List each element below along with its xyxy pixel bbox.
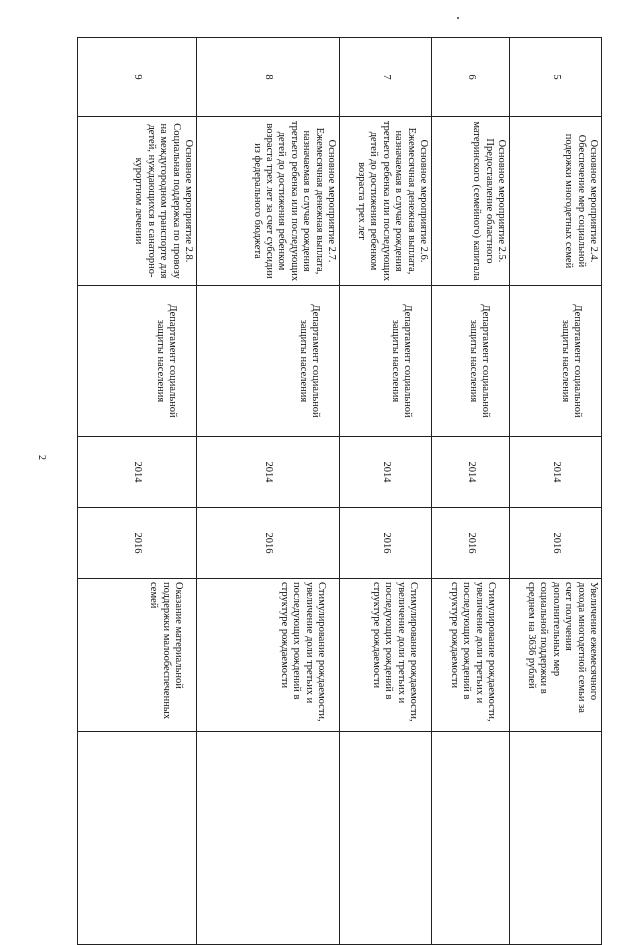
expected-result-text: Оказание материальной поддержки малообеспеченных семей	[148, 582, 184, 720]
start-year-cell	[340, 437, 432, 508]
start-year-cell	[432, 437, 510, 508]
end-year-text: 2016	[465, 532, 477, 554]
empty-cell	[432, 732, 510, 945]
expected-result-text: Стимулирование рождаемости, увеличение доли третьих и последующих рождений в структуре рождаемости	[370, 582, 419, 722]
end-year-cell	[78, 508, 197, 579]
measure-title-cell	[510, 117, 602, 286]
row-number-cell	[197, 38, 340, 117]
end-year-cell	[432, 508, 510, 579]
end-year-cell	[197, 508, 340, 579]
row-number-cell	[340, 38, 432, 117]
empty-cell	[197, 732, 340, 945]
table-row	[78, 38, 197, 945]
measure-title-text: Основное мероприятие 2.6. Ежемесячная денежная выплата, назначаемая в случае рождения третьего ребенка или последующих детей до достижения ребенком возраста трех лет	[356, 120, 429, 282]
row-number-text: 6	[465, 74, 477, 80]
expected-result-cell	[197, 579, 340, 732]
measure-title-text: Основное мероприятие 2.5. Предоставление областного материнского (семейного) капитала	[471, 121, 507, 281]
expected-result-text: Стимулирование рождаемости, увеличение доли третьих и последующих рождений в структуре рождаемости	[448, 582, 497, 722]
start-year-text: 2014	[380, 461, 392, 483]
end-year-text: 2016	[550, 532, 562, 554]
measure-title-cell	[432, 117, 510, 286]
executor-cell	[510, 286, 602, 437]
start-year-cell	[78, 437, 197, 508]
rotated-table-wrapper	[78, 37, 602, 895]
table-body	[78, 38, 602, 945]
expected-result-cell	[340, 579, 432, 732]
executor-cell	[197, 286, 340, 437]
measures-table	[77, 37, 602, 945]
start-year-text: 2014	[550, 461, 562, 483]
start-year-cell	[510, 437, 602, 508]
scan-speck	[457, 17, 459, 19]
end-year-text: 2016	[263, 532, 275, 554]
row-number-text: 8	[263, 74, 275, 80]
executor-cell	[432, 286, 510, 437]
measure-title-text: Основное мероприятие 2.4. Обеспечение мер социальной подержки многодетных семей	[563, 133, 599, 269]
executor-text: Департамент социальной защиты населения	[559, 304, 583, 418]
executor-cell	[78, 286, 197, 437]
expected-result-cell	[432, 579, 510, 732]
start-year-text: 2014	[465, 461, 477, 483]
measure-title-cell	[197, 117, 340, 286]
start-year-text: 2014	[263, 461, 275, 483]
executor-text: Департамент социальной защиты населения	[154, 304, 178, 418]
executor-text: Департамент социальной защиты населения	[467, 304, 491, 418]
end-year-cell	[510, 508, 602, 579]
row-number-text: 5	[550, 74, 562, 80]
measure-title-text: Основное мероприятие 2.7. Ежемесячная денежная выплата, назначаемая в случае рождения третьего ребенка или последующих детей до достижения ребенком возраста трех лет за счет субсидии из федерального бюджета	[251, 120, 337, 282]
end-year-cell	[340, 508, 432, 579]
measure-title-cell	[340, 117, 432, 286]
empty-cell	[340, 732, 432, 945]
row-number-cell	[510, 38, 602, 117]
executor-cell	[340, 286, 432, 437]
empty-cell	[78, 732, 197, 945]
row-number-cell	[432, 38, 510, 117]
table-row	[432, 38, 510, 945]
row-number-text: 7	[380, 74, 392, 80]
expected-result-text: Увеличение ежемесячного дохода многодетной семьи за счет получения дополнительных мер социальной поддержки в среднем на 3636 рублей	[526, 582, 599, 713]
table-row	[340, 38, 432, 945]
empty-cell	[510, 732, 602, 945]
end-year-text: 2016	[380, 532, 392, 554]
expected-result-cell	[78, 579, 197, 732]
executor-text: Департамент социальной защиты населения	[297, 304, 321, 418]
measure-title-cell	[78, 117, 197, 286]
start-year-text: 2014	[132, 461, 144, 483]
page-number: 2	[36, 455, 47, 460]
end-year-text: 2016	[132, 532, 144, 554]
expected-result-cell	[510, 579, 602, 732]
row-number-text: 9	[132, 74, 144, 80]
start-year-cell	[197, 437, 340, 508]
row-number-cell	[78, 38, 197, 117]
table-row	[510, 38, 602, 945]
expected-result-text: Стимулирование рождаемости, увеличение доли третьих и последующих рождений в структуре рождаемости	[278, 582, 327, 722]
measure-title-text: Основное мероприятие 2.8. Социальная поддержка по провозу на междугородном транспорте для детей, нуждающихся в санаторно-курортном лечении	[133, 123, 194, 279]
executor-text: Департамент социальной защиты населения	[389, 304, 413, 418]
table-row	[197, 38, 340, 945]
